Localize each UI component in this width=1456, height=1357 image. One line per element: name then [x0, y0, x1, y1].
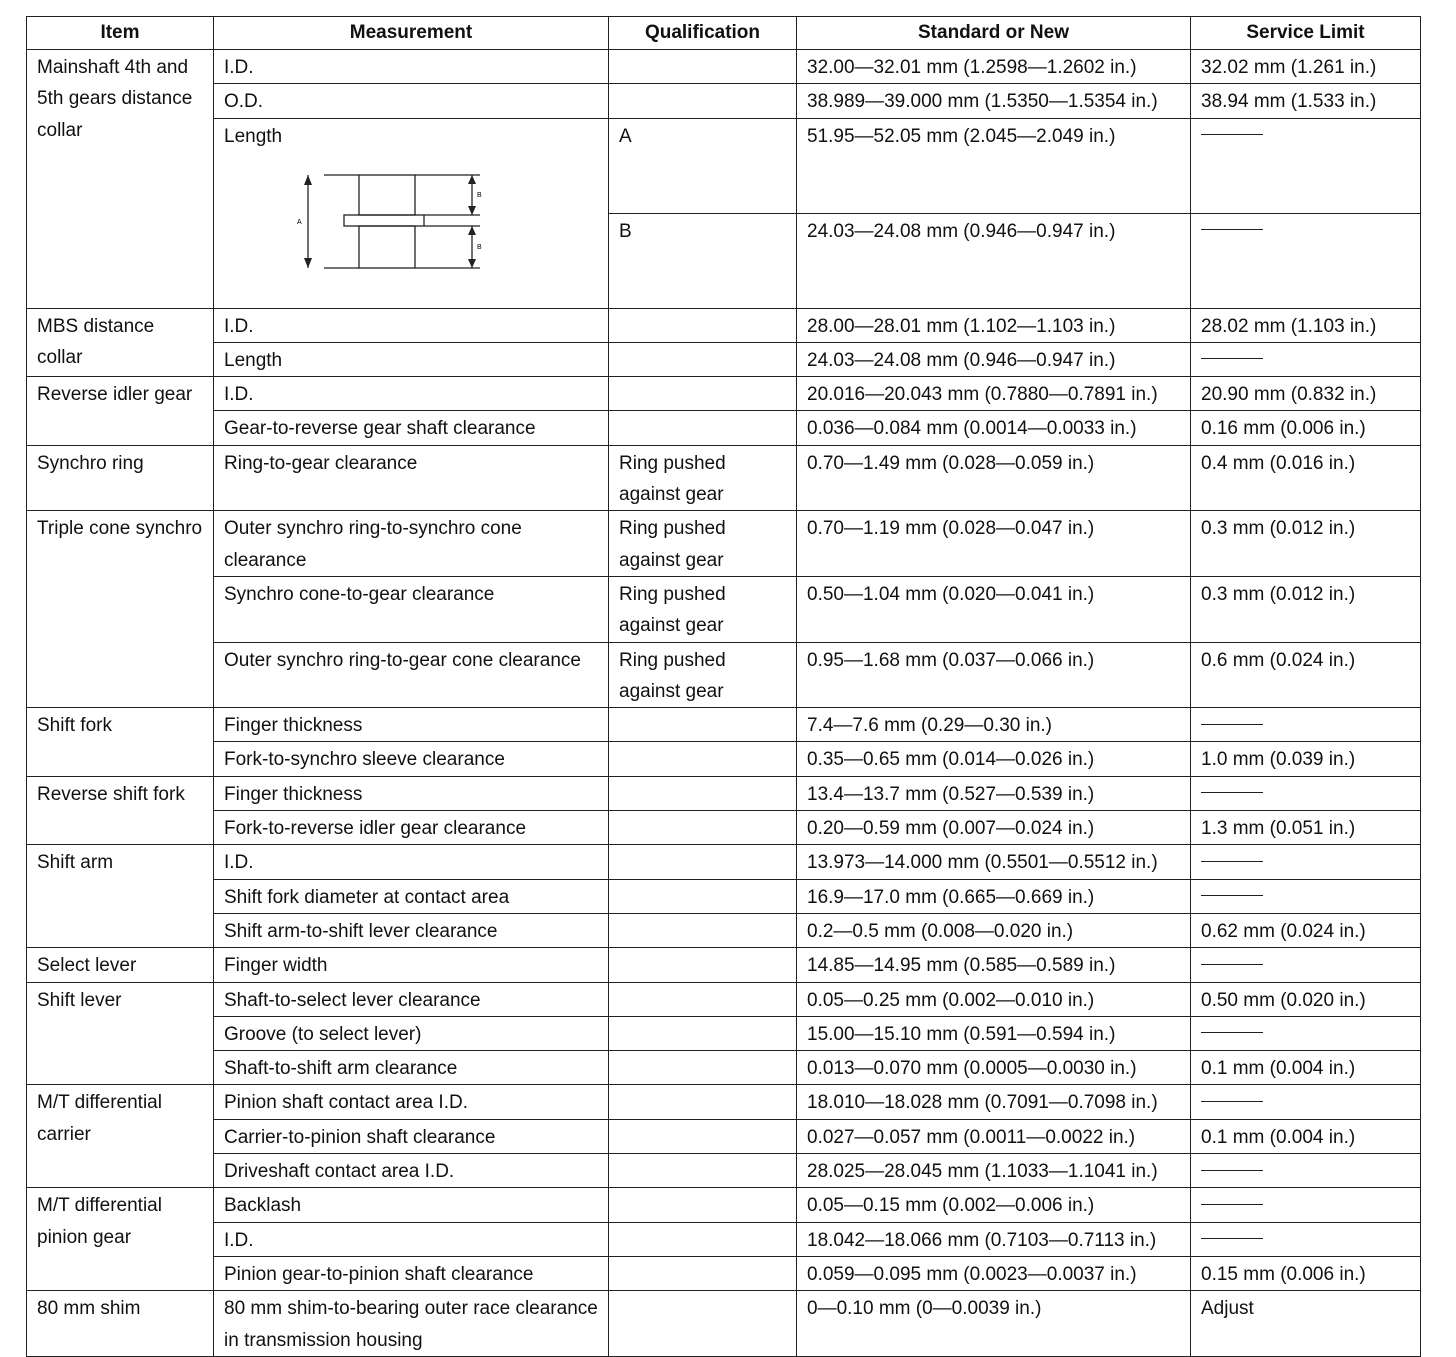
table-row	[27, 776, 1421, 810]
service-limit-cell: 0.62 mm (0.024 in.)	[1191, 913, 1421, 947]
standard-cell: 13.973—14.000 mm (0.5501—0.5512 in.)	[797, 845, 1191, 879]
measurement-cell: Length	[214, 342, 609, 376]
qualification-cell	[609, 742, 797, 776]
table-row	[27, 642, 1421, 708]
dash-line	[1201, 1238, 1263, 1239]
service-limit-cell	[1191, 213, 1421, 308]
standard-cell: 20.016—20.043 mm (0.7880—0.7891 in.)	[797, 377, 1191, 411]
table-row	[27, 308, 1421, 342]
measurement-cell: Groove (to select lever)	[214, 1016, 609, 1050]
service-limit-cell: 20.90 mm (0.832 in.)	[1191, 377, 1421, 411]
measurement-cell: O.D.	[214, 84, 609, 118]
service-limit-cell: 38.94 mm (1.533 in.)	[1191, 84, 1421, 118]
qualification-cell	[609, 411, 797, 445]
table-row	[27, 948, 1421, 982]
qualification-cell: Ring pushed against gear	[609, 576, 797, 642]
dash-line	[1201, 1101, 1263, 1102]
item-cell: Shift arm	[27, 845, 214, 948]
table-row	[27, 342, 1421, 376]
table-row	[27, 742, 1421, 776]
dash-line	[1201, 792, 1263, 793]
item-cell: M/T differential carrier	[27, 1085, 214, 1188]
measurement-cell: Finger thickness	[214, 776, 609, 810]
dash-line	[1201, 358, 1263, 359]
qualification-cell	[609, 1256, 797, 1290]
service-limit-cell: 0.16 mm (0.006 in.)	[1191, 411, 1421, 445]
qualification-cell	[609, 377, 797, 411]
collar-diagram-icon	[297, 169, 506, 273]
item-cell: Reverse idler gear	[27, 377, 214, 446]
qualification-cell	[609, 982, 797, 1016]
measurement-cell: I.D.	[214, 50, 609, 84]
standard-cell: 28.00—28.01 mm (1.102—1.103 in.)	[797, 308, 1191, 342]
qualification-cell	[609, 913, 797, 947]
standard-cell: 7.4—7.6 mm (0.29—0.30 in.)	[797, 708, 1191, 742]
table-row	[27, 84, 1421, 118]
standard-cell: 0.036—0.084 mm (0.0014—0.0033 in.)	[797, 411, 1191, 445]
measurement-cell: Finger width	[214, 948, 609, 982]
item-cell: M/T differential pinion gear	[27, 1188, 214, 1291]
measurement-cell: Pinion shaft contact area I.D.	[214, 1085, 609, 1119]
qualification-cell: Ring pushed against gear	[609, 445, 797, 511]
qualification-cell: Ring pushed against gear	[609, 642, 797, 708]
service-limit-cell	[1191, 776, 1421, 810]
table-row	[27, 1188, 1421, 1222]
item-cell: Triple cone synchro	[27, 511, 214, 708]
service-limit-cell: 1.3 mm (0.051 in.)	[1191, 811, 1421, 845]
service-limit-cell: 0.3 mm (0.012 in.)	[1191, 511, 1421, 577]
dash-line	[1201, 1032, 1263, 1033]
qualification-cell	[609, 879, 797, 913]
service-limit-cell	[1191, 1154, 1421, 1188]
measurement-cell: 80 mm shim-to-bearing outer race clearance in transmission housing	[214, 1291, 609, 1357]
service-limit-cell: 32.02 mm (1.261 in.)	[1191, 50, 1421, 84]
standard-cell: 15.00—15.10 mm (0.591—0.594 in.)	[797, 1016, 1191, 1050]
table-row	[27, 811, 1421, 845]
qualification-cell	[609, 845, 797, 879]
dash-line	[1201, 1204, 1263, 1205]
measurement-cell: Synchro cone-to-gear clearance	[214, 576, 609, 642]
qualification-cell	[609, 50, 797, 84]
service-limit-cell	[1191, 1085, 1421, 1119]
table-row	[27, 1051, 1421, 1085]
measurement-cell: Outer synchro ring-to-synchro cone clearance	[214, 511, 609, 577]
measurement-cell: Carrier-to-pinion shaft clearance	[214, 1119, 609, 1153]
standard-cell: 0.2—0.5 mm (0.008—0.020 in.)	[797, 913, 1191, 947]
standard-cell: 24.03—24.08 mm (0.946—0.947 in.)	[797, 213, 1191, 308]
service-limit-cell	[1191, 118, 1421, 213]
dash-line	[1201, 964, 1263, 965]
qualification-cell	[609, 1016, 797, 1050]
qualification-cell	[609, 84, 797, 118]
measurement-cell	[214, 118, 609, 308]
standard-cell: 38.989—39.000 mm (1.5350—1.5354 in.)	[797, 84, 1191, 118]
standard-cell: 28.025—28.045 mm (1.1033—1.1041 in.)	[797, 1154, 1191, 1188]
table-row	[27, 411, 1421, 445]
standard-cell: 0.70—1.49 mm (0.028—0.059 in.)	[797, 445, 1191, 511]
service-limit-cell: 0.50 mm (0.020 in.)	[1191, 982, 1421, 1016]
qualification-cell	[609, 1188, 797, 1222]
qualification-cell	[609, 811, 797, 845]
table-row	[27, 845, 1421, 879]
qualification-cell	[609, 1222, 797, 1256]
measurement-cell: Backlash	[214, 1188, 609, 1222]
table-row	[27, 879, 1421, 913]
standard-cell: 0.95—1.68 mm (0.037—0.066 in.)	[797, 642, 1191, 708]
table-row	[27, 576, 1421, 642]
service-limit-cell	[1191, 1188, 1421, 1222]
standard-cell: 0.20—0.59 mm (0.007—0.024 in.)	[797, 811, 1191, 845]
standard-cell: 32.00—32.01 mm (1.2598—1.2602 in.)	[797, 50, 1191, 84]
standard-cell: 13.4—13.7 mm (0.527—0.539 in.)	[797, 776, 1191, 810]
measurement-cell: I.D.	[214, 1222, 609, 1256]
table-row	[27, 1256, 1421, 1290]
table-row	[27, 445, 1421, 511]
measurement-cell: Driveshaft contact area I.D.	[214, 1154, 609, 1188]
measurement-cell: Shaft-to-select lever clearance	[214, 982, 609, 1016]
qualification-cell: A	[609, 118, 797, 213]
table-row	[27, 1085, 1421, 1119]
standard-cell: 0.50—1.04 mm (0.020—0.041 in.)	[797, 576, 1191, 642]
measurement-cell: Shift fork diameter at contact area	[214, 879, 609, 913]
standard-cell: 0.05—0.25 mm (0.002—0.010 in.)	[797, 982, 1191, 1016]
measurement-cell: Fork-to-synchro sleeve clearance	[214, 742, 609, 776]
measurement-cell: Pinion gear-to-pinion shaft clearance	[214, 1256, 609, 1290]
spec-table	[26, 16, 1421, 1357]
standard-cell: 0.70—1.19 mm (0.028—0.047 in.)	[797, 511, 1191, 577]
qualification-cell	[609, 776, 797, 810]
table-row	[27, 708, 1421, 742]
table-row	[27, 1154, 1421, 1188]
item-cell: 80 mm shim	[27, 1291, 214, 1357]
table-row	[27, 118, 1421, 213]
measurement-cell: Outer synchro ring-to-gear cone clearance	[214, 642, 609, 708]
standard-cell: 14.85—14.95 mm (0.585—0.589 in.)	[797, 948, 1191, 982]
qualification-cell: B	[609, 213, 797, 308]
standard-cell: 24.03—24.08 mm (0.946—0.947 in.)	[797, 342, 1191, 376]
standard-cell: 0.05—0.15 mm (0.002—0.006 in.)	[797, 1188, 1191, 1222]
measurement-cell: I.D.	[214, 377, 609, 411]
service-limit-cell	[1191, 1222, 1421, 1256]
header-service-limit: Service Limit	[1191, 17, 1421, 50]
qualification-cell	[609, 1154, 797, 1188]
table-row	[27, 982, 1421, 1016]
qualification-cell	[609, 1051, 797, 1085]
item-cell: Shift lever	[27, 982, 214, 1085]
diagram-label-b-bottom: B	[477, 243, 482, 251]
service-limit-cell	[1191, 708, 1421, 742]
table-row	[27, 511, 1421, 577]
dash-line	[1201, 1170, 1263, 1171]
table-row	[27, 50, 1421, 84]
measurement-cell: Finger thickness	[214, 708, 609, 742]
qualification-cell	[609, 948, 797, 982]
service-limit-cell: 0.15 mm (0.006 in.)	[1191, 1256, 1421, 1290]
table-row	[27, 377, 1421, 411]
standard-cell: 18.010—18.028 mm (0.7091—0.7098 in.)	[797, 1085, 1191, 1119]
measurement-cell: I.D.	[214, 308, 609, 342]
item-cell: Synchro ring	[27, 445, 214, 511]
header-item: Item	[27, 17, 214, 50]
service-limit-cell: 0.6 mm (0.024 in.)	[1191, 642, 1421, 708]
qualification-cell	[609, 342, 797, 376]
measurement-cell: Gear-to-reverse gear shaft clearance	[214, 411, 609, 445]
standard-cell: 51.95—52.05 mm (2.045—2.049 in.)	[797, 118, 1191, 213]
diagram-label-b-top: B	[477, 191, 482, 199]
table-row	[27, 1291, 1421, 1357]
service-limit-cell: 1.0 mm (0.039 in.)	[1191, 742, 1421, 776]
standard-cell: 0—0.10 mm (0—0.0039 in.)	[797, 1291, 1191, 1357]
table-row	[27, 913, 1421, 947]
dash-line	[1201, 861, 1263, 862]
header-standard: Standard or New	[797, 17, 1191, 50]
diagram-label-a: A	[297, 218, 302, 226]
service-limit-cell: 0.4 mm (0.016 in.)	[1191, 445, 1421, 511]
qualification-cell: Ring pushed against gear	[609, 511, 797, 577]
header-row	[27, 17, 1421, 50]
measurement-cell: Shaft-to-shift arm clearance	[214, 1051, 609, 1085]
qualification-cell	[609, 1119, 797, 1153]
dash-line	[1201, 134, 1263, 135]
dash-line	[1201, 229, 1263, 230]
table-row	[27, 1016, 1421, 1050]
standard-cell: 0.013—0.070 mm (0.0005—0.0030 in.)	[797, 1051, 1191, 1085]
service-limit-cell	[1191, 948, 1421, 982]
measurement-cell: I.D.	[214, 845, 609, 879]
header-measurement: Measurement	[214, 17, 609, 50]
qualification-cell	[609, 708, 797, 742]
service-limit-cell: 0.1 mm (0.004 in.)	[1191, 1051, 1421, 1085]
qualification-cell	[609, 308, 797, 342]
header-qualification: Qualification	[609, 17, 797, 50]
service-limit-cell: 0.1 mm (0.004 in.)	[1191, 1119, 1421, 1153]
measurement-cell: Shift arm-to-shift lever clearance	[214, 913, 609, 947]
qualification-cell	[609, 1291, 797, 1357]
standard-cell: 16.9—17.0 mm (0.665—0.669 in.)	[797, 879, 1191, 913]
measurement-cell: Ring-to-gear clearance	[214, 445, 609, 511]
item-cell: Reverse shift fork	[27, 776, 214, 845]
service-limit-cell: Adjust	[1191, 1291, 1421, 1357]
length-label: Length	[224, 125, 283, 147]
service-limit-cell: 0.3 mm (0.012 in.)	[1191, 576, 1421, 642]
standard-cell: 0.059—0.095 mm (0.0023—0.0037 in.)	[797, 1256, 1191, 1290]
standard-cell: 0.027—0.057 mm (0.0011—0.0022 in.)	[797, 1119, 1191, 1153]
measurement-cell: Fork-to-reverse idler gear clearance	[214, 811, 609, 845]
item-cell: Shift fork	[27, 708, 214, 777]
service-limit-cell	[1191, 845, 1421, 879]
dash-line	[1201, 724, 1263, 725]
standard-cell: 0.35—0.65 mm (0.014—0.026 in.)	[797, 742, 1191, 776]
service-limit-cell	[1191, 879, 1421, 913]
item-cell: Select lever	[27, 948, 214, 982]
qualification-cell	[609, 1085, 797, 1119]
item-cell: MBS distance collar	[27, 308, 214, 377]
standard-cell: 18.042—18.066 mm (0.7103—0.7113 in.)	[797, 1222, 1191, 1256]
service-limit-cell	[1191, 342, 1421, 376]
dash-line	[1201, 895, 1263, 896]
service-limit-cell	[1191, 1016, 1421, 1050]
service-limit-cell: 28.02 mm (1.103 in.)	[1191, 308, 1421, 342]
table-row	[27, 1119, 1421, 1153]
table-row	[27, 1222, 1421, 1256]
item-cell: Mainshaft 4th and 5th gears distance collar	[27, 50, 214, 309]
